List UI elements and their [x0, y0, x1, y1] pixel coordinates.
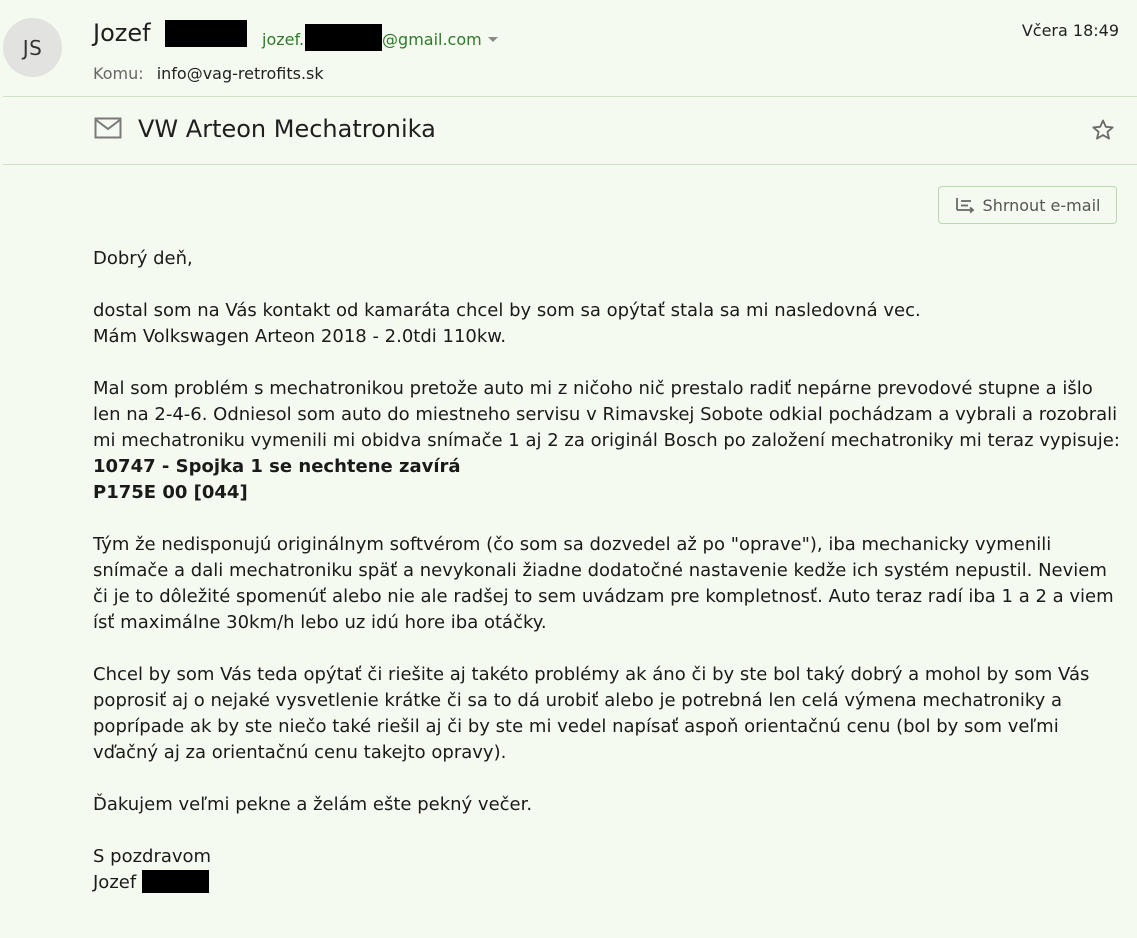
email-body [93, 246, 1123, 896]
redacted-surname [165, 20, 247, 47]
recipient-address[interactable]: info@vag-retrofits.sk [156, 64, 324, 83]
subject-divider [3, 164, 1137, 165]
summarize-email-button[interactable] [938, 186, 1117, 224]
repair-paragraph: Tým že nedisponujú originálnym softvérom (čo som sa dozvedel až po "oprave"), iba mechanicky vymenili snímače a dali mechatroniku späť a nevykonali žiadne dodatočné nastavenie kedže ich systém nepustil. Neviem či je to dôležité spomenúť alebo nie ale radšej to sem uvádzam pre kompletnosť. Auto teraz radí iba 1 a 2 a viem ísť maximálne 30km/h lebo uz idú hore iba otáčky. [93, 534, 1114, 633]
signature [93, 870, 1123, 896]
thanks-paragraph: Ďakujem veľmi pekne a želám ešte pekný večer. [93, 794, 533, 815]
sender-email[interactable] [262, 26, 498, 53]
signature-name: Jozef [93, 872, 137, 893]
question-paragraph: Chcel by som Vás teda opýtať či riešite aj takéto problémy ak áno či by ste bol taký dobrý a mohol by som Vás poprosiť aj o nejaké vysvetlenie krátke či sa to dá urobiť alebo je potrebná len celá výmena mechatroniky a poprípade ak by ste niečo také riešil aj či by ste mi vedel napísať aspoň orientačnú cenu (bol by som veľmi vďačný aj za orientačnú cenu takejto opravy). [93, 664, 1090, 763]
greeting: Dobrý deň, [93, 248, 193, 269]
signoff: S pozdravom [93, 846, 212, 867]
envelope-icon [94, 117, 122, 139]
intro-line-1: dostal som na Vás kontakt od kamaráta chcel by som sa opýtať stala sa mi nasledovná vec. [93, 300, 921, 321]
sender-email-domain: @gmail.com [382, 30, 482, 49]
email-date: Včera 18:49 [1021, 21, 1119, 40]
recipient-row [93, 64, 324, 83]
summarize-email-label: Shrnout e-mail [982, 195, 1101, 215]
sender-name: Jozef [93, 19, 151, 47]
subject-row [0, 97, 1137, 164]
redacted-email-part [305, 24, 382, 51]
sender-avatar[interactable]: JS [3, 18, 62, 77]
sender-email-prefix: jozef. [262, 30, 305, 49]
email-subject: VW Arteon Mechatronika [138, 115, 436, 143]
recipient-label: Komu: [93, 64, 144, 83]
intro-line-2: Mám Volkswagen Arteon 2018 - 2.0tdi 110kw. [93, 326, 507, 347]
summarize-icon [955, 196, 975, 214]
star-icon[interactable] [1091, 118, 1115, 142]
error-code-1: 10747 - Spojka 1 se nechtene zavírá [93, 456, 461, 477]
chevron-down-icon[interactable] [488, 37, 498, 42]
problem-paragraph: Mal som problém s mechatronikou pretože auto mi z ničoho nič prestalo radiť nepárne prevodové stupne a išlo len na 2-4-6. Odniesol som auto do miestneho servisu v Rimavskej Sobote odkial pochádzam a vybrali a rozobrali mi mechatroniku vymenili mi obidva snímače 1 aj 2 za originál Bosch po založení mechatroniky mi teraz vypisuje: [93, 378, 1120, 451]
redacted-signature-surname [142, 870, 209, 893]
error-code-2: P175E 00 [044] [93, 482, 248, 503]
